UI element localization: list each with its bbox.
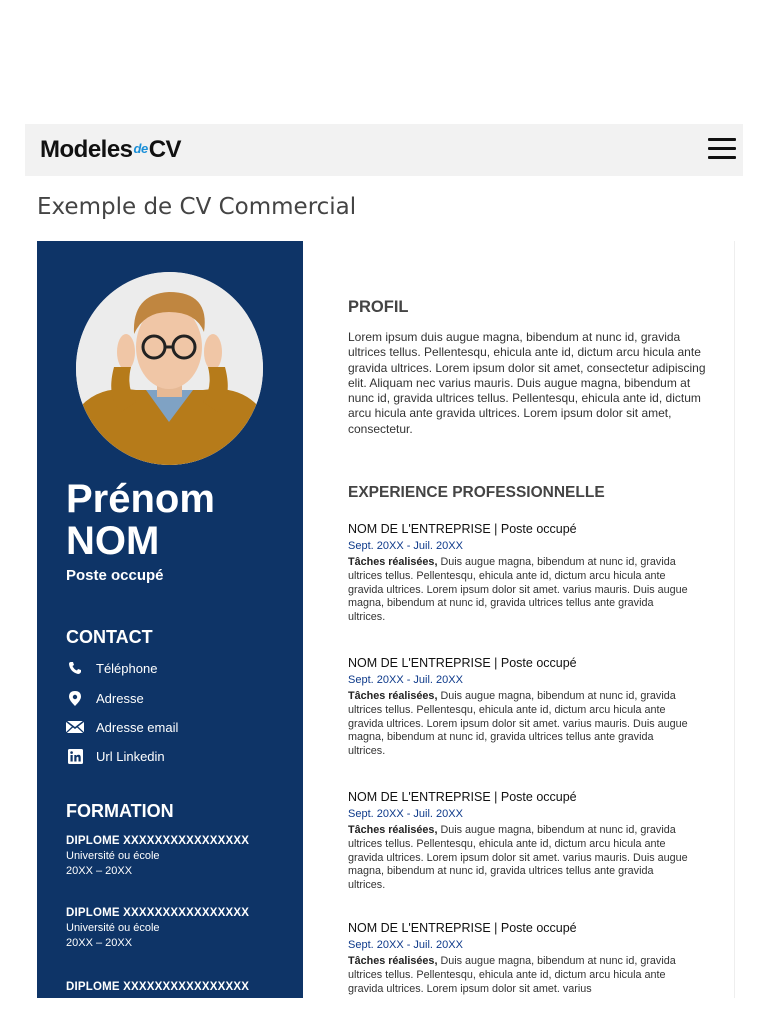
cv-preview[interactable] — [37, 241, 735, 998]
job-entry — [348, 921, 693, 996]
job-entry — [348, 656, 693, 759]
job-tasks-text: Duis augue magna, bibendum at nunc id, gravida ultrices tellus. Pellentesqu, ehicula ante id, dictum arcu hicula ante gravida ultrices. Lorem ipsum dolor sit amet. varius mauris. Duis augue magna, bibendum at nunc id, gravida ultrices tellus ante gravida ultrices. — [348, 690, 688, 758]
job-tasks — [348, 690, 693, 759]
contact-address — [66, 690, 144, 706]
profile-photo — [76, 272, 263, 465]
logo-text-cv: CV — [148, 136, 182, 163]
job-dates: Sept. 20XX - Juil. 20XX — [348, 939, 463, 951]
first-name: Prénom — [66, 477, 215, 521]
logo-text-de: de — [133, 140, 148, 156]
diploma-entry — [66, 834, 249, 879]
job-tasks-label: Tâches réalisées, — [348, 824, 438, 836]
job-tasks-text: Duis augue magna, bibendum at nunc id, gravida ultrices tellus. Pellentesqu, ehicula ante id, dictum arcu hicula ante gravida ultrices. Lorem ipsum dolor sit amet. varius — [348, 955, 676, 995]
experience-heading: EXPERIENCE PROFESSIONNELLE — [348, 484, 605, 501]
profil-text: Lorem ipsum duis augue magna, bibendum at nunc id, gravida ultrices tellus. Pellentesqu, ehicula ante id, dictum arcu hicula ante gravida ultrices. Lorem ipsum dolor sit amet, consectetur adipiscing elit. Aliquam nec varius mauris. Duis augue magna, bibendum at nunc id, gravida ultrices tellus. Pellentesqu, ehicula ante id, dictum arcu hicula ante gravida ultrices. Lorem ipsum dolor sit amet, consectetur. — [348, 330, 706, 436]
job-tasks — [348, 556, 693, 625]
page-title: Exemple de CV Commercial — [37, 194, 357, 220]
cv-sidebar — [37, 241, 303, 998]
logo-text-modeles: Modeles — [40, 136, 133, 163]
diploma-entry — [66, 980, 249, 995]
diploma-title: DIPLOME XXXXXXXXXXXXXXXX — [66, 907, 250, 919]
hamburger-menu-icon[interactable] — [708, 138, 736, 160]
job-tasks — [348, 955, 693, 996]
job-title: NOM DE L'ENTREPRISE | Poste occupé — [348, 522, 577, 536]
job-dates: Sept. 20XX - Juil. 20XX — [348, 808, 463, 820]
contact-linkedin — [66, 748, 165, 764]
contact-address-label: Adresse — [96, 690, 144, 706]
diploma-title: DIPLOME XXXXXXXXXXXXXXXX — [66, 835, 250, 847]
contact-email — [66, 719, 178, 735]
diploma-title: DIPLOME XXXXXXXXXXXXXXXX — [66, 981, 250, 993]
last-name: NOM — [66, 519, 160, 563]
job-title: NOM DE L'ENTREPRISE | Poste occupé — [348, 656, 577, 670]
job-dates: Sept. 20XX - Juil. 20XX — [348, 674, 463, 686]
site-logo[interactable] — [40, 136, 181, 164]
job-tasks-text: Duis augue magna, bibendum at nunc id, gravida ultrices tellus. Pellentesqu, ehicula ante id, dictum arcu hicula ante gravida ultrices. Lorem ipsum dolor sit amet. varius mauris. Duis augue magna, bibendum at nunc id, gravida ultrices tellus ante gravida ultrices. — [348, 824, 688, 892]
job-entry — [348, 790, 693, 893]
diploma-school: Université ou école — [66, 850, 160, 862]
formation-heading: FORMATION — [66, 801, 174, 821]
contact-phone — [66, 660, 157, 676]
phone-icon — [66, 660, 84, 676]
linkedin-icon — [66, 748, 84, 764]
contact-linkedin-label: Url Linkedin — [96, 748, 165, 764]
contact-heading: CONTACT — [66, 627, 153, 647]
diploma-years: 20XX – 20XX — [66, 937, 133, 949]
job-entry — [348, 522, 693, 625]
job-title: NOM DE L'ENTREPRISE | Poste occupé — [348, 790, 577, 804]
candidate-role: Poste occupé — [66, 567, 164, 584]
diploma-entry — [66, 906, 249, 951]
envelope-icon — [66, 719, 84, 735]
diploma-years: 20XX – 20XX — [66, 865, 133, 877]
job-tasks — [348, 824, 693, 893]
job-tasks-label: Tâches réalisées, — [348, 556, 438, 568]
job-dates: Sept. 20XX - Juil. 20XX — [348, 540, 463, 552]
job-tasks-text: Duis augue magna, bibendum at nunc id, gravida ultrices tellus. Pellentesqu, ehicula ante id, dictum arcu hicula ante gravida ultrices. Lorem ipsum dolor sit amet. varius mauris. Duis augue magna, bibendum at nunc id, gravida ultrices tellus ante gravida ultrices. — [348, 556, 688, 624]
candidate-name — [66, 478, 215, 562]
contact-phone-label: Téléphone — [96, 660, 158, 676]
top-navbar — [25, 124, 743, 176]
job-title: NOM DE L'ENTREPRISE | Poste occupé — [348, 921, 577, 935]
location-pin-icon — [66, 690, 84, 706]
job-tasks-label: Tâches réalisées, — [348, 690, 438, 702]
contact-email-label: Adresse email — [96, 719, 179, 735]
job-tasks-label: Tâches réalisées, — [348, 955, 438, 967]
profil-heading: PROFIL — [348, 298, 409, 316]
diploma-school: Université ou école — [66, 922, 160, 934]
